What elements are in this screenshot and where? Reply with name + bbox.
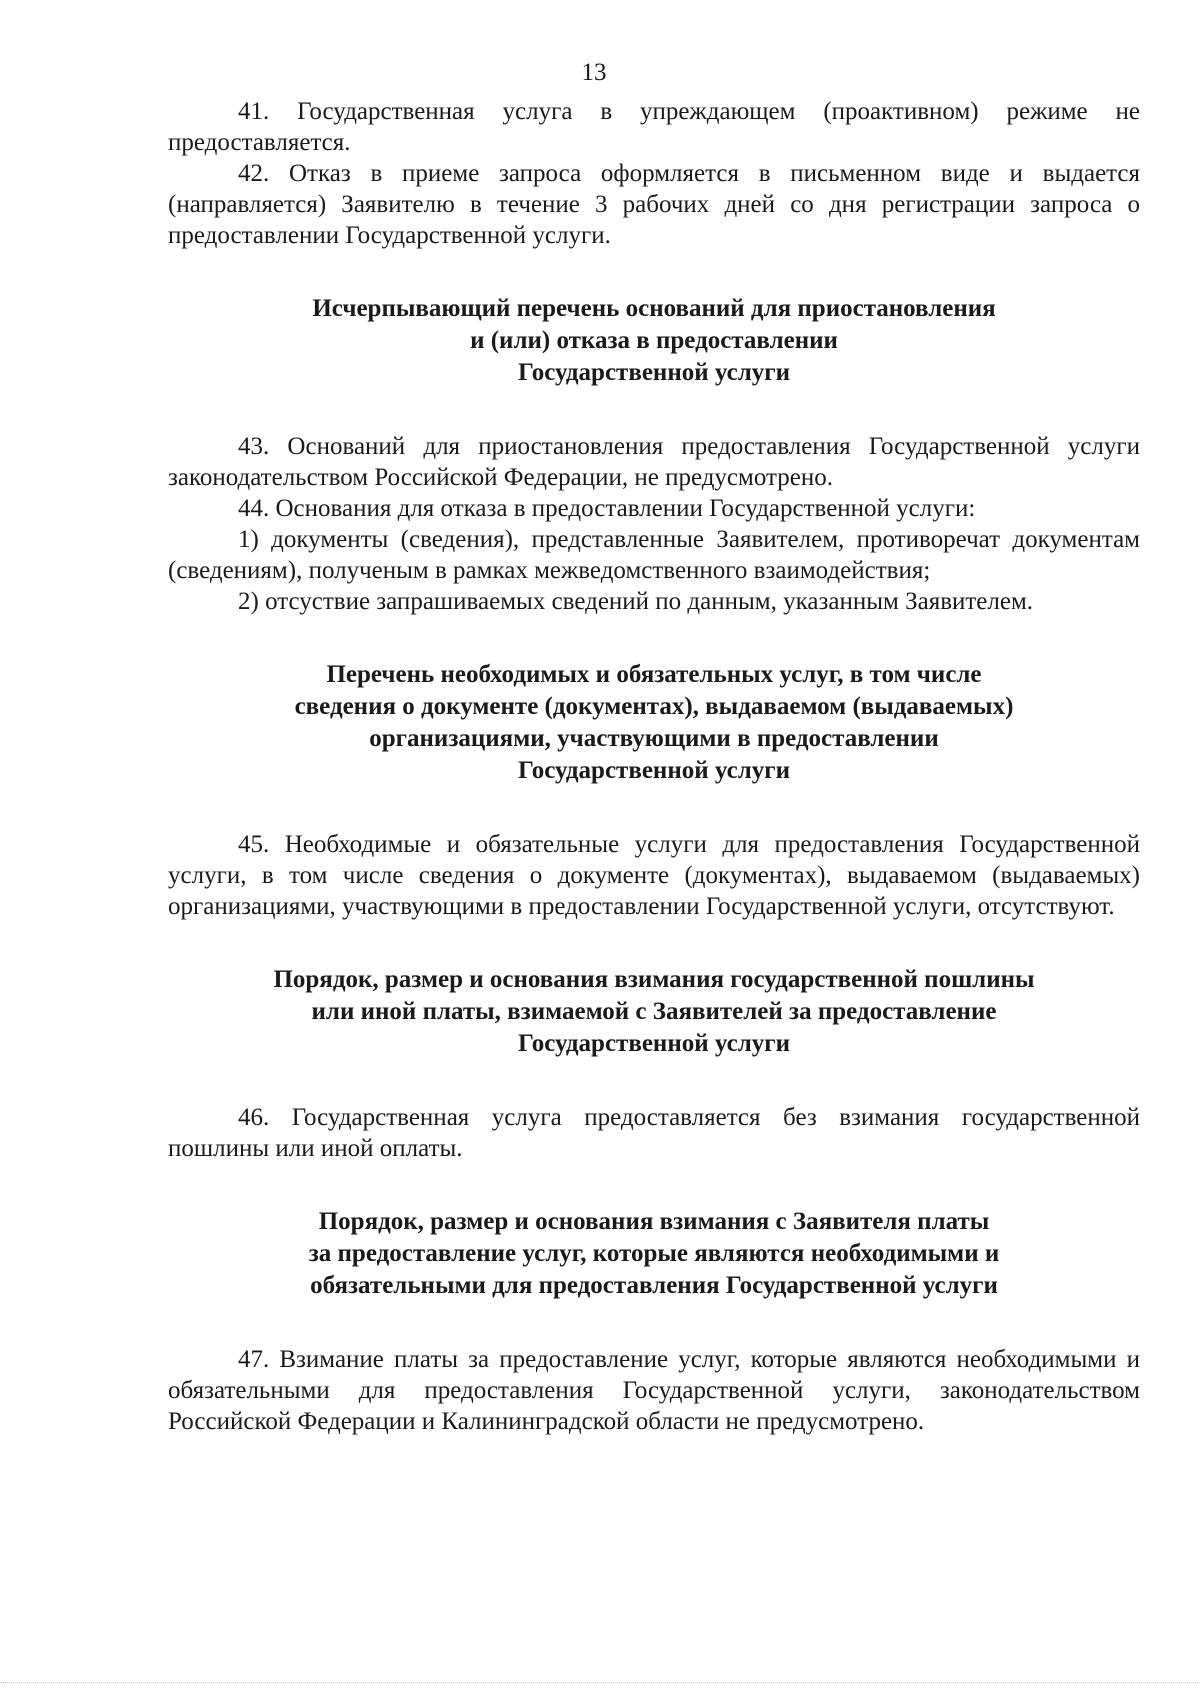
heading-line: и (или) отказа в предоставлении [470, 327, 838, 354]
paragraph-44-item-2: 2) отсуствие запрашиваемых сведений по данным, указанным Заявителем. [238, 588, 1034, 615]
scan-edge-divider [0, 1682, 1200, 1683]
heading-line: Государственной услуги [518, 359, 790, 386]
paragraph-44: 44. Основания для отказа в предоставлении Государственной услуги: [238, 495, 976, 522]
paragraph-42: 42. Отказ в приеме запроса оформляется в письменном виде и выдается (направляется) Заявителю в течение 3 рабочих дней со дня регистрации запроса о предоставлении Государственной услуги. [168, 160, 1140, 249]
paragraph-47: 47. Взимание платы за предоставление услуг, которые являются необходимыми и обязательными для предоставления Государственной услуги, законодательством Российской Федерации и Калининградской области не предусмотрено. [168, 1346, 1140, 1435]
paragraph-45: 45. Необходимые и обязательные услуги для предоставления Государственной услуги, в том числе сведения о документе (документах), выдаваемом (выдаваемых) организациями, участвующими в предоставлении Государственной услуги, отсутствуют. [168, 831, 1140, 920]
heading-line: Исчерпывающий перечень оснований для приостановления [312, 295, 996, 322]
heading-line: Государственной услуги [518, 757, 790, 784]
heading-line: организациями, участвующими в предоставлении [369, 725, 939, 752]
heading-line: обязательными для предоставления Государственной услуги [310, 1272, 998, 1299]
heading-line: Порядок, размер и основания взимания государственной пошлины [273, 966, 1035, 993]
heading-line: за предоставление услуг, которые являются необходимыми и [308, 1240, 1000, 1267]
paragraph-41: 41. Государственная услуга в упреждающем (проактивном) режиме не предоставляется. [168, 98, 1140, 156]
heading-line: Порядок, размер и основания взимания с Заявителя платы [318, 1208, 990, 1235]
paragraph-43: 43. Оснований для приостановления предоставления Государственной услуги законодательством Российской Федерации, не предусмотрено. [168, 433, 1140, 491]
heading-line: Государственной услуги [518, 1030, 790, 1057]
paragraph-44-item-1: 1) документы (сведения), представленные Заявителем, противоречат документам (сведениям), полученым в рамках межведомственного взаимодействия; [168, 526, 1140, 584]
section-heading-grounds-for-refusal [168, 293, 1140, 389]
section-heading-required-services [168, 659, 1140, 787]
section-heading-fee-for-services [168, 1206, 1140, 1302]
page-number: 13 [581, 59, 607, 86]
section-heading-state-duty [168, 964, 1140, 1060]
paragraph-46: 46. Государственная услуга предоставляется без взимания государственной пошлины или иной оплаты. [168, 1104, 1140, 1162]
heading-line: сведения о документе (документах), выдаваемом (выдаваемых) [294, 693, 1014, 720]
heading-line: Перечень необходимых и обязательных услуг, в том числе [326, 661, 982, 688]
heading-line: или иной платы, взимаемой с Заявителей за предоставление [311, 998, 997, 1025]
